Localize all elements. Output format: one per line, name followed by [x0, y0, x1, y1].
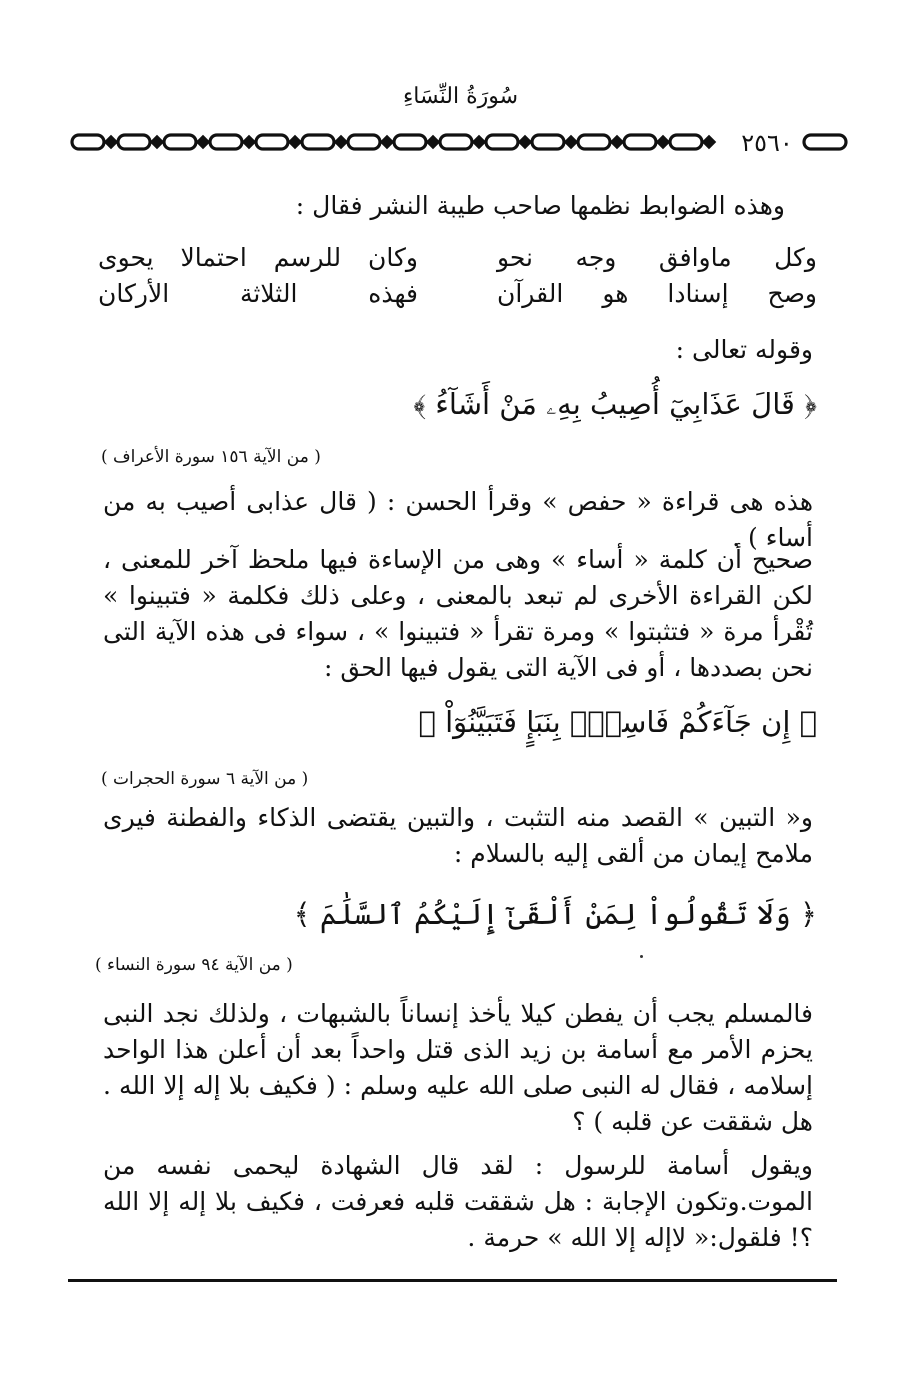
verse-reference: ( من الآية ٦ سورة الحجرات ): [101, 769, 309, 789]
chain-diamond: [382, 137, 392, 147]
chain-link: [486, 135, 518, 149]
speck-mark: [640, 955, 643, 958]
chain-diamond: [198, 137, 208, 147]
chain-diamond: [290, 137, 300, 147]
poem-line-1-right: وكل ماوافق وجه نحو: [497, 243, 817, 272]
chain-link: [118, 135, 150, 149]
chain-link: [394, 135, 426, 149]
chain-diamond: [474, 137, 484, 147]
quran-verse: ﴿ إِن جَآءَكُمْ فَاسِقُۢ بِنَبَإٍ فَتَبَيَّنُوٓاْ ﴾: [418, 705, 817, 739]
surah-title: سُورَةُ النِّسَاءِ: [402, 84, 519, 109]
chain-diamond: [106, 137, 116, 147]
chain-link: [578, 135, 610, 149]
quran-verse: ﴿ قَالَ عَذَابِيٓ أُصِيبُ بِهِۦ مَنْ أَشَآءُ ﴾: [413, 387, 817, 421]
paragraph-hafs: هذه هى قراءة « حفص » وقرأ الحسن : ( قال عذابى أصيب به من أساء ) .: [103, 487, 813, 552]
poem-line-1-left: وكان للرسم احتمالا يحوى: [98, 243, 418, 272]
chain-link: [440, 135, 472, 149]
chain-diamond: [658, 137, 668, 147]
poem-line-2-right: وصح إسنادا هو القرآن: [497, 279, 817, 308]
paragraph-sahih: صحيح أن كلمة « أساء » وهى من الإساءة فيها ملحظ آخر للمعنى ، لكن القراءة الأخرى لم تبعد بالمعنى ، وعلى ذلك فكلمة « فتبينوا » تُقْرأ مرة « فتثبتوا » ومرة تقرأ « فتبينوا » ، سواء فى هذه الآية التى نحن بصددها ، أو فى الآية التى يقول فيها الحق :: [103, 545, 813, 682]
chain-diamond: [152, 137, 162, 147]
verse-reference: ( من الآية ٩٤ سورة النساء ): [95, 955, 293, 975]
paragraph-usama: ويقول أسامة للرسول : لقد قال الشهادة ليحمى نفسه من الموت.وتكون الإجابة : هل شققت قلبه فعرفت ، فكيف بلا إله إلا الله ؟! فلقول:« لاإله إلا الله » حرمة .: [103, 1151, 813, 1252]
chain-diamond: [520, 137, 530, 147]
chain-link: [164, 135, 196, 149]
poem-line-2-left: فهذه الثلاثة الأركان: [98, 279, 418, 308]
paragraph-tabayyun: و« التبين » القصد منه التثبت ، والتبين يقتضى الذكاء والفطنة فيرى ملامح إيمان من ألقى إليه بالسلام :: [103, 803, 813, 868]
chain-link: [72, 135, 104, 149]
page-number: ٢٥٦٠: [741, 129, 793, 157]
chain-diamond: [428, 137, 438, 147]
chain-link: [348, 135, 380, 149]
chain-link: [804, 135, 846, 149]
chain-diamond: [336, 137, 346, 147]
chain-link: [670, 135, 702, 149]
qawluhu-line: وقوله تعالى :: [675, 335, 813, 364]
quran-verse: ﴿ وَلَا تَقُولُواْ لِمَنْ أَلْقَىٰٓ إِلَيْكُمُ ٱلسَّلَٰمَ ﴾: [293, 897, 817, 931]
chain-link: [256, 135, 288, 149]
verse-reference: ( من الآية ١٥٦ سورة الأعراف ): [101, 447, 321, 467]
chain-diamond: [244, 137, 254, 147]
chain-diamond: [566, 137, 576, 147]
paragraph-muslim: فالمسلم يجب أن يفطن كيلا يأخذ إنساناً بالشبهات ، ولذلك نجد النبى يحزم الأمر مع أسامة بن زيد الذى قتل واحداً بعد أن أعلن هذا الواحد إسلامه ، فقال له النبى صلى الله عليه وسلم : ( فكيف بلا إله إلا الله . هل شققت عن قلبه ) ؟: [103, 999, 813, 1136]
chain-link: [302, 135, 334, 149]
chain-link: [624, 135, 656, 149]
intro-line: وهذه الضوابط نظمها صاحب طيبة النشر فقال :: [295, 191, 785, 220]
footer-rule: [68, 1279, 837, 1282]
chain-link: [210, 135, 242, 149]
chain-link: [532, 135, 564, 149]
chain-diamond: [612, 137, 622, 147]
chain-diamond: [704, 137, 714, 147]
